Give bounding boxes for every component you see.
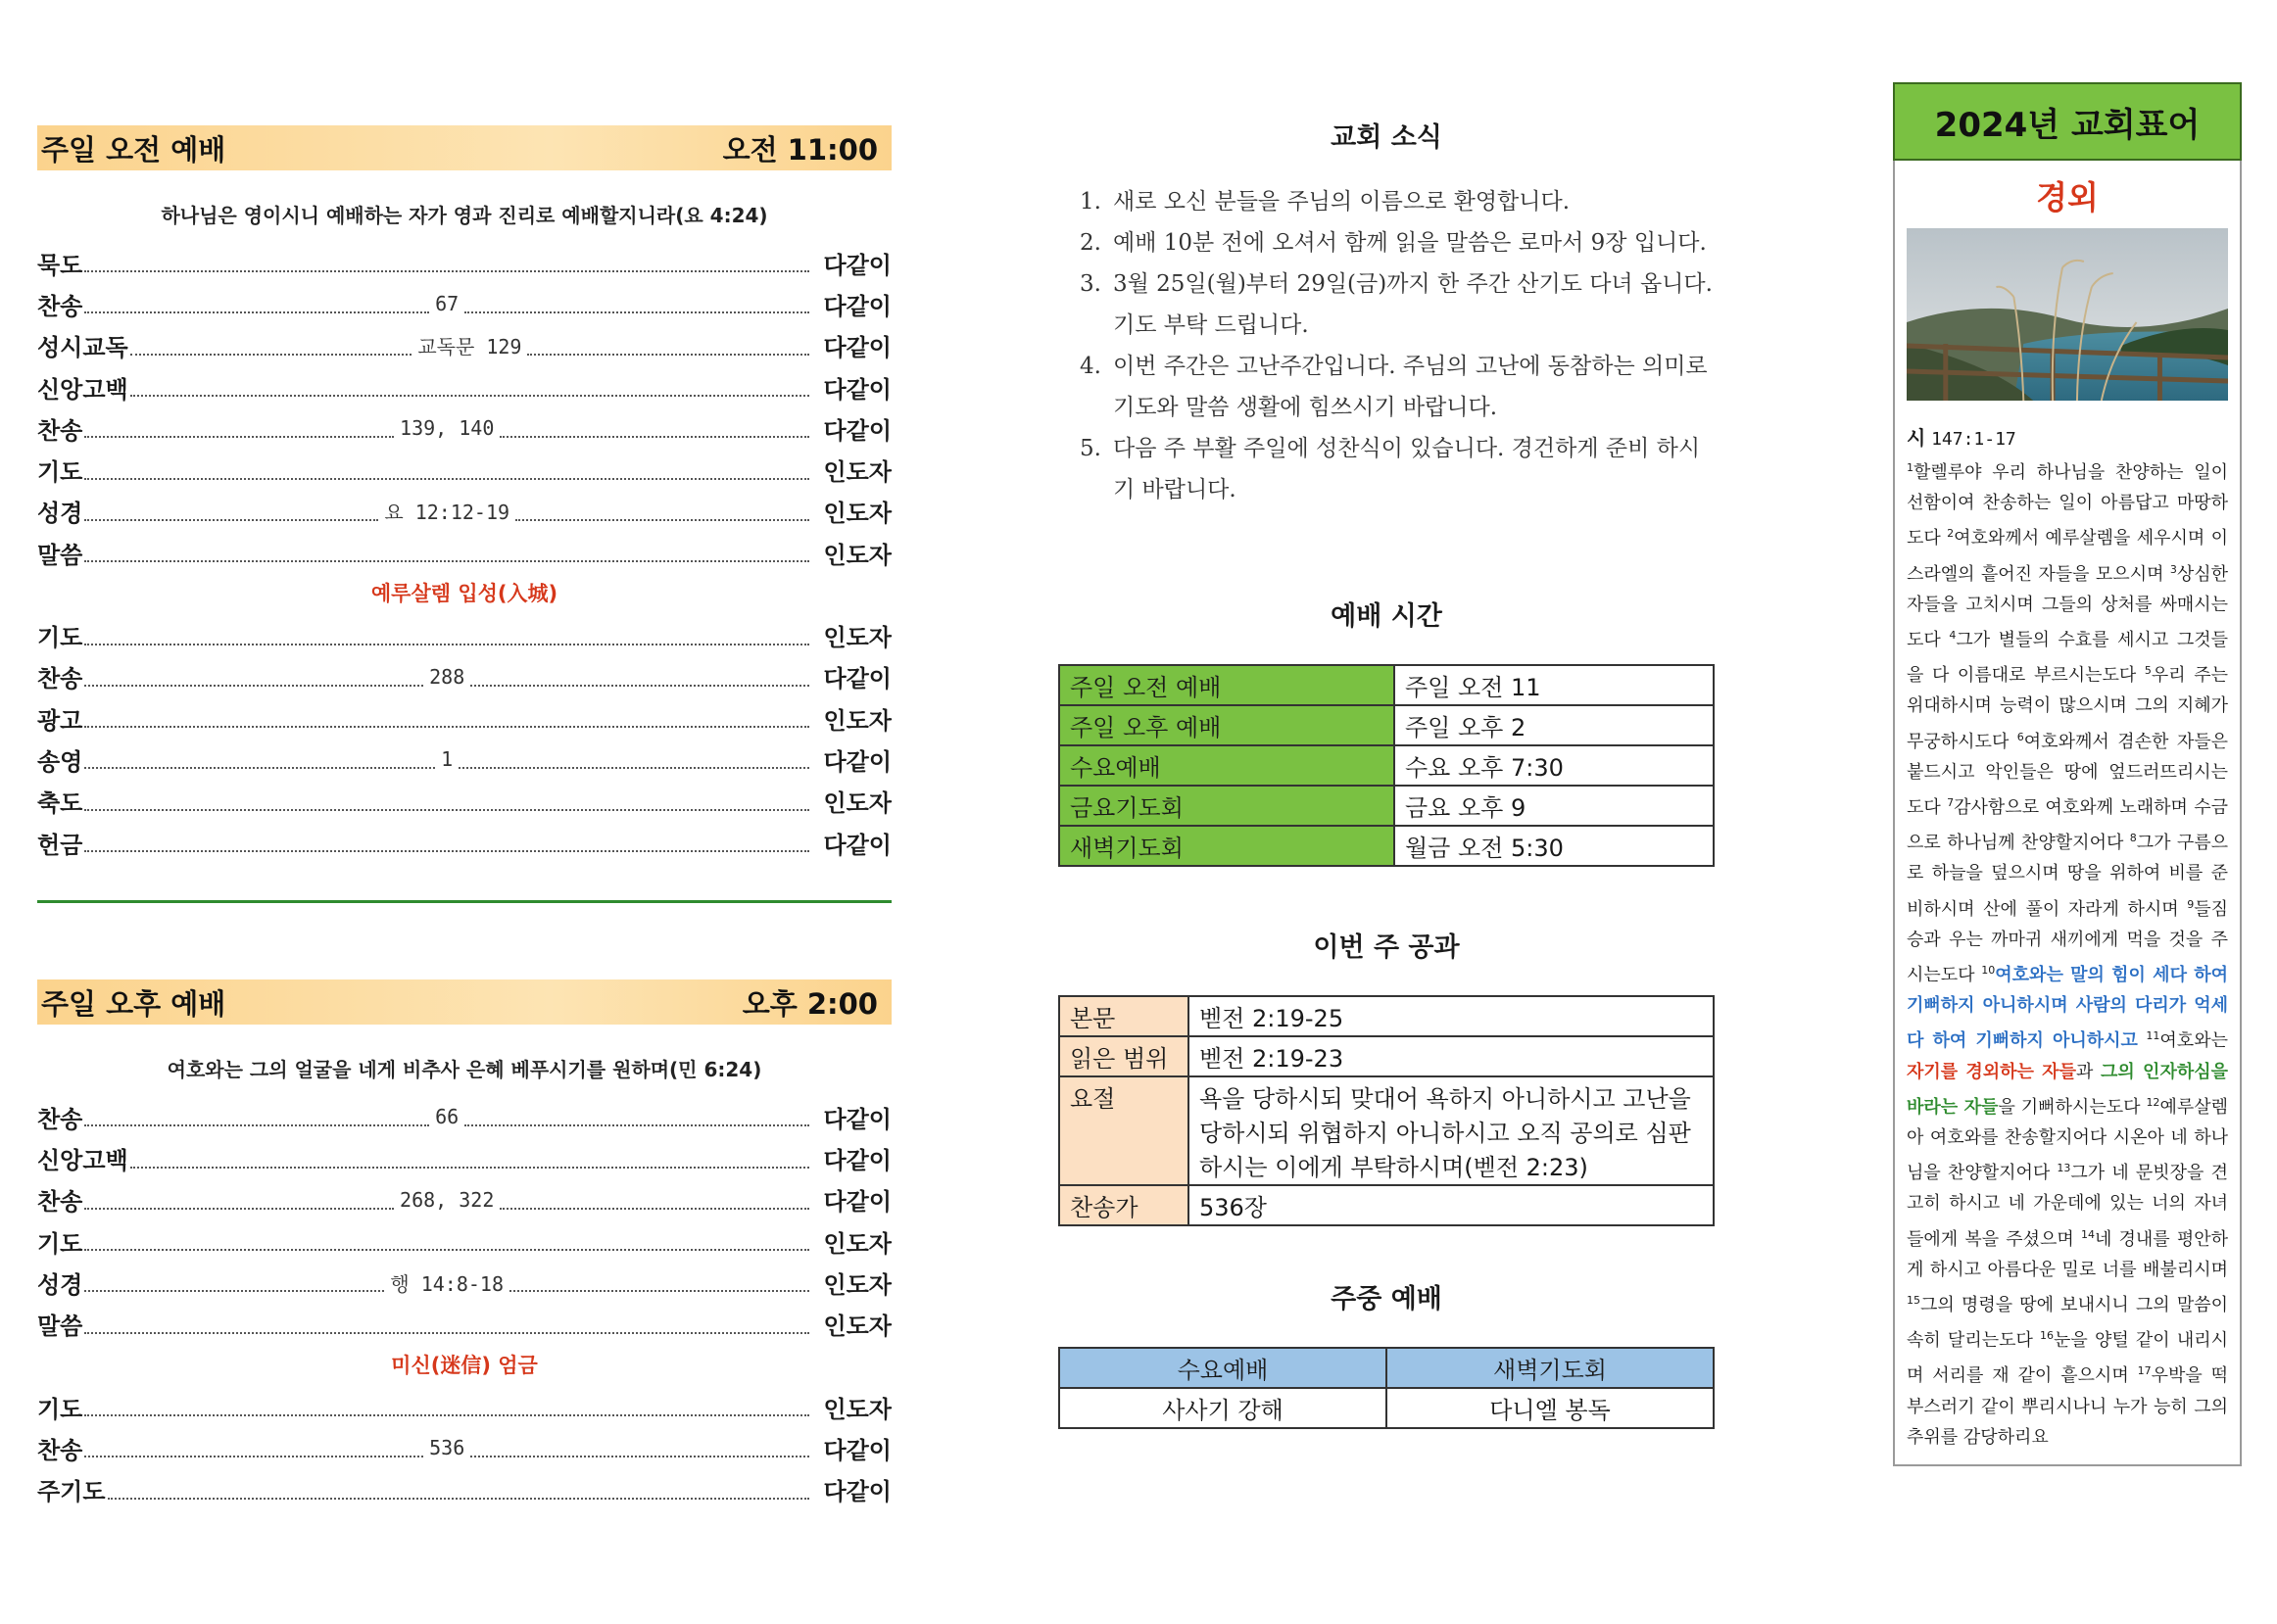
verse-number: 6: [2016, 730, 2024, 743]
order-item-leader: 인도자: [823, 1270, 892, 1299]
psalm-verse-11-part: 여호와는: [2159, 1030, 2228, 1052]
schedule-title: 예배 시간: [1331, 601, 1442, 632]
psalm-verses-1-9: [1907, 462, 2228, 985]
leader-dots: [84, 1456, 423, 1457]
schedule-label: 수요예배: [1059, 745, 1394, 786]
leader-dots: [84, 1249, 809, 1251]
verse-number: 15: [1907, 1294, 1920, 1308]
news-item-number: 3.: [1080, 271, 1101, 297]
afternoon-service-time: 오후 2:00: [742, 986, 878, 1021]
morning-order-part1: [37, 242, 892, 573]
verse-number: 12: [2146, 1095, 2160, 1109]
schedule-row: [1059, 745, 1714, 786]
order-item-name: 성시교독: [37, 334, 128, 362]
verse-text: 할렐루야 우리 하나님을 찬양하는 일이 선함이여 찬송하는 일이 아름답고 마땅하도다: [1907, 462, 2228, 549]
leader-dots: [108, 1498, 809, 1500]
leader-dots: [84, 478, 809, 480]
order-item-name: 찬송: [37, 1105, 83, 1133]
verse-number: 8: [2129, 832, 2137, 845]
leader-dots: [515, 519, 809, 521]
order-item: [37, 1304, 892, 1345]
verse-text: 그가 구름으로 하늘을 덮으시며 땅을 위하여 비를 준비하시며 산에 풀이 자라게 하시며: [1907, 833, 2228, 920]
leader-dots: [84, 270, 809, 272]
order-item-leader: 다같이: [823, 1478, 892, 1506]
order-item-name: 찬송: [37, 416, 83, 445]
order-item: [37, 366, 892, 407]
psalm-verse-11-part: 과: [2075, 1061, 2102, 1082]
verse-number: 7: [1947, 796, 1955, 810]
news-item: [1058, 346, 1715, 428]
leader-dots: [464, 1124, 809, 1126]
order-item-leader: 인도자: [823, 624, 892, 652]
morning-service-title: 주일 오전 예배: [41, 132, 226, 167]
order-item-name: 신앙고백: [37, 375, 128, 404]
verse-text: 눈을 양털 같이 내리시며 서리를 재 같이 흩으시며: [1907, 1330, 2228, 1387]
lesson-label: 본문: [1059, 996, 1188, 1036]
order-item-name: 말씀: [37, 1313, 83, 1341]
order-item-ref: 288: [429, 664, 465, 689]
leader-dots: [84, 850, 809, 852]
order-item-ref: 1: [441, 747, 454, 772]
news-list: [1058, 181, 1715, 510]
order-item-name: 헌금: [37, 831, 83, 859]
news-item-number: 4.: [1080, 354, 1101, 379]
order-item: [37, 407, 892, 449]
verse-number: 14: [2080, 1227, 2095, 1241]
order-item-leader: 인도자: [823, 789, 892, 818]
psalm-verses-12-17: [1907, 1097, 2228, 1448]
order-item-leader: 다같이: [823, 831, 892, 859]
schedule-label: 주일 오후 예배: [1059, 705, 1394, 745]
order-item-ref: 요 12:12-19: [384, 501, 510, 525]
verse-number: 1: [1907, 461, 1914, 474]
leader-dots: [84, 519, 378, 521]
leader-dots: [464, 311, 809, 313]
order-item: [37, 283, 892, 324]
lesson-label: 요절: [1059, 1076, 1188, 1185]
order-item-name: 주기도: [37, 1478, 106, 1506]
psalm-reference: [1907, 422, 2228, 451]
order-item-name: 찬송: [37, 665, 83, 693]
psalm-book: 시: [1907, 426, 1926, 450]
order-item-name: 성경: [37, 1270, 83, 1299]
verse-number: 13: [2057, 1162, 2071, 1175]
morning-sermon-title: 예루살렘 입성(入城): [370, 582, 558, 606]
leader-dots: [84, 1290, 384, 1292]
order-item-ref: 536: [429, 1436, 465, 1460]
midweek-value-dawn: 다니엘 봉독: [1386, 1388, 1714, 1428]
verse-text: 여호와께서 예루살렘을 세우시며 이스라엘의 흩어진 자들을 모으시며: [1907, 528, 2229, 585]
leader-dots: [84, 436, 394, 438]
order-item-name: 묵도: [37, 251, 83, 279]
verse-text: 그의 명령을 땅에 보내시니 그의 말씀이 속히 달리는도다: [1907, 1295, 2228, 1352]
news-item-text: 새로 오신 분들을 주님의 이름으로 환영합니다.: [1113, 189, 1571, 215]
order-item: [37, 739, 892, 780]
verse-number: 9: [2187, 897, 2195, 911]
order-item: [37, 242, 892, 283]
leader-dots: [459, 767, 809, 769]
news-title: 교회 소식: [1331, 122, 1442, 153]
order-item-leader: 인도자: [823, 1313, 892, 1341]
lesson-row: [1059, 1036, 1714, 1076]
lesson-row: [1059, 1076, 1714, 1185]
schedule-row: [1059, 705, 1714, 745]
church-info-column: [1058, 116, 1715, 1429]
afternoon-service-title: 주일 오후 예배: [41, 986, 226, 1021]
lesson-value: 536장: [1188, 1185, 1714, 1225]
verse-number: 2: [1947, 527, 1955, 541]
schedule-label: 새벽기도회: [1059, 826, 1394, 866]
lesson-value: 벧전 2:19-23: [1188, 1036, 1714, 1076]
morning-service-time: 오전 11:00: [722, 132, 878, 167]
order-item-leader: 인도자: [823, 541, 892, 569]
order-item-name: 말씀: [37, 541, 83, 569]
order-item: [37, 1179, 892, 1220]
order-item: [37, 491, 892, 532]
order-item-name: 찬송: [37, 1188, 83, 1217]
news-item-number: 1.: [1080, 189, 1101, 215]
news-item-text: 다음 주 부활 주일에 성찬식이 있습니다. 경건하게 준비 하시기 바랍니다.: [1113, 436, 1701, 502]
order-item-leader: 다같이: [823, 416, 893, 445]
verse-number: 3: [2169, 562, 2177, 576]
verse-text: 감사함으로 여호와께 노래하며 수금으로 하나님께 찬양할지어다: [1907, 797, 2229, 854]
news-item: [1058, 181, 1715, 222]
order-item-leader: 다같이: [823, 292, 892, 320]
verse-text: 예루살렘아 여호와를 찬송할지어다 시온아 네 하나님을 찬양할지어다: [1907, 1096, 2228, 1184]
schedule-row: [1059, 665, 1714, 705]
lesson-table: [1058, 995, 1715, 1226]
afternoon-order-part2: [37, 1386, 892, 1510]
order-item: [37, 697, 892, 739]
leader-dots: [84, 1124, 429, 1126]
leader-dots: [130, 1167, 809, 1169]
order-item: [37, 325, 892, 366]
schedule-value: 수요 오후 7:30: [1394, 745, 1714, 786]
schedule-table: [1058, 664, 1715, 867]
order-item-leader: 다같이: [823, 665, 892, 693]
midweek-header-dawn: 새벽기도회: [1386, 1348, 1714, 1388]
leader-dots: [84, 767, 435, 769]
verse-text: 네 경내를 평안하게 하시고 아름다운 밀로 너를 배불리시며: [1907, 1228, 2228, 1280]
verse-number: 10: [1981, 964, 1996, 978]
motto-box: [1893, 161, 2242, 1466]
order-item-name: 광고: [37, 706, 83, 735]
leader-dots: [84, 644, 809, 645]
order-item-leader: 다같이: [823, 747, 893, 776]
order-item-leader: 다같이: [823, 1147, 892, 1175]
leader-dots: [84, 1414, 809, 1416]
order-item: [37, 1469, 892, 1510]
news-item-number: 2.: [1080, 230, 1101, 256]
motto-column: [1893, 82, 2242, 1466]
order-item-leader: 다같이: [823, 251, 892, 279]
psalm-verse-11-green: 그의 인자하심을 바라는 자들: [1907, 1061, 2228, 1118]
order-item-ref: 67: [435, 292, 460, 316]
leader-dots: [84, 726, 809, 728]
leader-dots: [509, 1290, 809, 1292]
order-item-ref: 행 14:8-18: [390, 1271, 505, 1296]
lesson-label: 읽은 범위: [1059, 1036, 1188, 1076]
worship-order-column: [37, 125, 892, 1510]
leader-dots: [500, 436, 809, 438]
afternoon-service-verse: 여호와는 그의 얼굴을 네게 비추사 은혜 베푸시기를 원하며(민 6:24): [167, 1058, 762, 1082]
leader-dots: [470, 1456, 809, 1457]
schedule-value: 금요 오후 9: [1394, 786, 1714, 826]
schedule-row: [1059, 826, 1714, 866]
order-item-name: 찬송: [37, 1436, 83, 1464]
verse-number: 16: [2040, 1329, 2055, 1343]
order-item: [37, 449, 892, 490]
section-divider: [37, 900, 892, 903]
lesson-row: [1059, 1185, 1714, 1225]
order-item-name: 기도: [37, 1229, 83, 1258]
motto-heading: 2024년 교회표어: [1893, 82, 2242, 161]
order-item-name: 축도: [37, 789, 83, 818]
order-item-leader: 다같이: [823, 1188, 893, 1217]
order-item-leader: 다같이: [823, 375, 892, 404]
psalm-chapter-verse: 147:1-17: [1931, 429, 2016, 450]
order-item-name: 기도: [37, 624, 83, 652]
order-item-name: 기도: [37, 1395, 83, 1423]
verse-text: 우리 주는 위대하시며 능력이 많으시며 그의 지혜가 무궁하시도다: [1907, 665, 2228, 752]
order-item-leader: 인도자: [823, 500, 893, 528]
morning-service-verse: 하나님은 영이시니 예배하는 자가 영과 진리로 예배할지니라(요 4:24): [161, 204, 768, 227]
psalm-verse-10-highlight: 여호와는 말의 힘이 세다 하여 기뻐하지 아니하시며 사람의 다리가 억세다 하여 기뻐하지 아니하시고: [1907, 965, 2228, 1052]
leader-dots: [500, 1208, 809, 1210]
order-item-leader: 다같이: [823, 1436, 892, 1464]
schedule-value: 주일 오후 2: [1394, 705, 1714, 745]
midweek-title: 주중 예배: [1331, 1284, 1442, 1314]
order-item-name: 찬송: [37, 292, 83, 320]
verse-number: 4: [1949, 629, 1957, 643]
order-item: [37, 532, 892, 573]
leader-dots: [84, 809, 809, 811]
order-item: [37, 656, 892, 697]
verse-text: 우박을 떡 부스러기 같이 뿌리시나니 누가 능히 그의 추위를 감당하리요: [1907, 1365, 2228, 1448]
order-item: [37, 1427, 892, 1468]
verse-text: 상심한 자들을 고치시며 그들의 상처를 싸매시는도다: [1907, 563, 2228, 651]
order-item: [37, 614, 892, 655]
verse-text: 그가 네 문빗장을 견고히 하시고 네 가운데에 있는 너의 자녀들에게 복을 주셨으며: [1907, 1163, 2228, 1250]
afternoon-service-header: [37, 979, 892, 1025]
news-item-number: 5.: [1080, 436, 1101, 461]
leader-dots: [84, 1332, 809, 1334]
order-item: [37, 1137, 892, 1178]
psalm-text: [1907, 453, 2228, 1453]
midweek-table: [1058, 1347, 1715, 1429]
morning-order-part2: [37, 614, 892, 863]
lesson-row: [1059, 996, 1714, 1036]
verse-text: 들짐승과 우는 까마귀 새끼에게 먹을 것을 주시는도다: [1907, 898, 2228, 986]
order-item-leader: 다같이: [823, 1105, 892, 1133]
schedule-label: 금요기도회: [1059, 786, 1394, 826]
order-item-leader: 다같이: [823, 334, 892, 362]
lesson-title: 이번 주 공과: [1313, 932, 1460, 963]
leader-dots: [84, 560, 809, 562]
order-item-name: 기도: [37, 458, 83, 487]
order-item: [37, 1220, 892, 1262]
midweek-header-wed: 수요예배: [1059, 1348, 1386, 1388]
news-item-text: 예배 10분 전에 오셔서 함께 읽을 말씀은 로마서 9장 입니다.: [1113, 230, 1707, 256]
midweek-value-wed: 사사기 강해: [1059, 1388, 1386, 1428]
leader-dots: [527, 354, 809, 356]
morning-service-header: [37, 125, 892, 170]
landscape-photo: [1907, 228, 2228, 401]
afternoon-order-part1: [37, 1096, 892, 1345]
psalm-verse-11-red: 자기를 경외하는 자들: [1907, 1061, 2076, 1082]
leader-dots: [130, 354, 412, 356]
lesson-value: 욕을 당하시되 맞대어 욕하지 아니하시고 고난을 당하시되 위협하지 아니하시고 오직 공의로 심판하시는 이에게 부탁하시며(벧전 2:23): [1188, 1076, 1714, 1185]
leader-dots: [130, 395, 809, 397]
schedule-value: 월금 오전 5:30: [1394, 826, 1714, 866]
leader-dots: [84, 1208, 394, 1210]
verse-text: 여호와께서 겸손한 자들은 붙드시고 악인들은 땅에 엎드러뜨리시는도다: [1907, 731, 2228, 819]
order-item-ref: 268, 322: [400, 1187, 495, 1212]
order-item-leader: 인도자: [823, 1229, 892, 1258]
order-item-leader: 인도자: [823, 1395, 892, 1423]
verse-number: 11: [2146, 1029, 2160, 1043]
verse-number: 5: [2144, 664, 2152, 678]
schedule-value: 주일 오전 11: [1394, 665, 1714, 705]
order-item: [37, 822, 892, 863]
verse-number: 17: [2137, 1364, 2152, 1378]
afternoon-sermon-title: 미신(迷信) 엄금: [391, 1353, 538, 1377]
leader-dots: [470, 685, 809, 687]
motto-word: 경외: [2036, 178, 2099, 216]
news-item: [1058, 263, 1715, 346]
news-item: [1058, 222, 1715, 263]
lesson-label: 찬송가: [1059, 1185, 1188, 1225]
order-item-name: 송영: [37, 747, 83, 776]
leader-dots: [84, 685, 423, 687]
order-item-ref: 교독문 129: [417, 335, 522, 359]
lesson-value: 벧전 2:19-25: [1188, 996, 1714, 1036]
order-item-leader: 인도자: [823, 706, 892, 735]
order-item: [37, 1096, 892, 1137]
order-item-name: 신앙고백: [37, 1147, 128, 1175]
order-item-leader: 인도자: [823, 458, 892, 487]
order-item: [37, 781, 892, 822]
order-item-ref: 139, 140: [400, 416, 495, 441]
order-item: [37, 1262, 892, 1303]
leader-dots: [84, 311, 429, 313]
news-item: [1058, 428, 1715, 510]
psalm-verse-11-part: 을 기뻐하시는도다: [1998, 1096, 2147, 1118]
news-item-text: 이번 주간은 고난주간입니다. 주님의 고난에 동참하는 의미로 기도와 말씀 생활에 힘쓰시기 바랍니다.: [1113, 354, 1708, 420]
schedule-row: [1059, 786, 1714, 826]
news-item-text: 3월 25일(월)부터 29일(금)까지 한 주간 산기도 다녀 옵니다. 기도 부탁 드립니다.: [1113, 271, 1713, 338]
order-item-ref: 66: [435, 1105, 460, 1129]
order-item-name: 성경: [37, 500, 83, 528]
order-item: [37, 1386, 892, 1427]
verse-text: 그가 별들의 수효를 세시고 그것들을 다 이름대로 부르시는도다: [1907, 630, 2228, 687]
schedule-label: 주일 오전 예배: [1059, 665, 1394, 705]
